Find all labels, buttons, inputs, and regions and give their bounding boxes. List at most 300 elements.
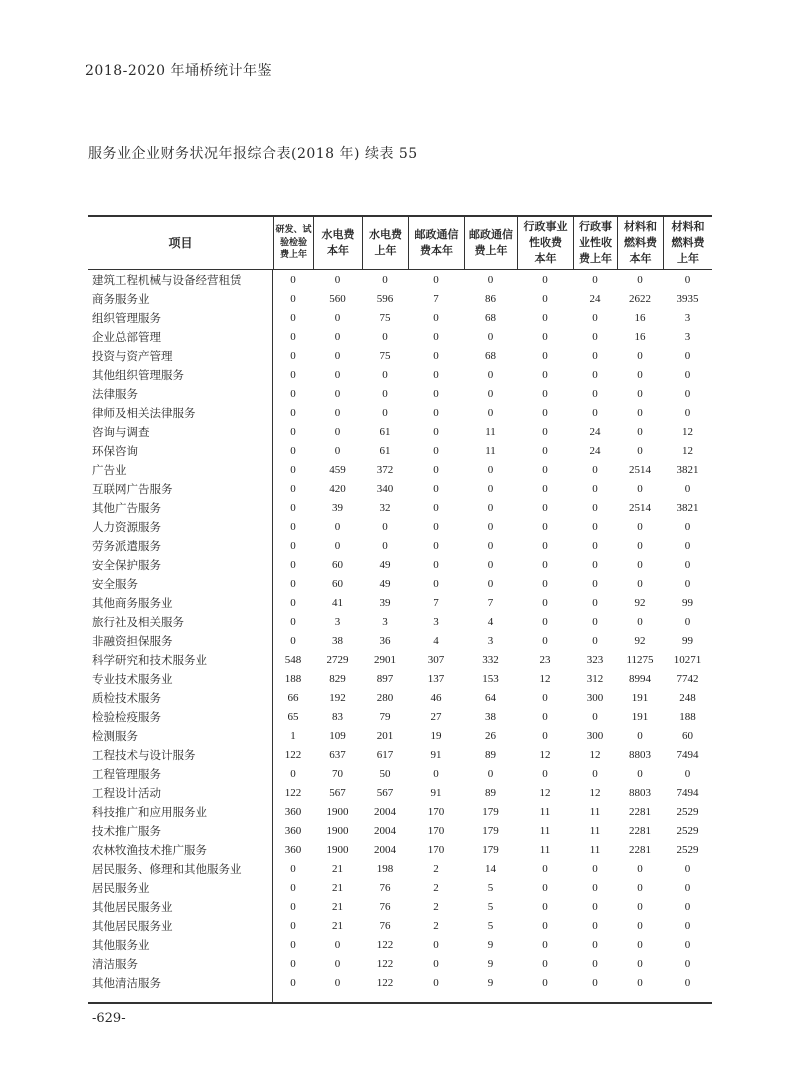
table-row [88, 689, 712, 708]
cell-value: 46 [430, 692, 442, 704]
cell-value: 61 [379, 445, 391, 457]
row-label: 环保咨询 [92, 444, 138, 458]
cell-value: 0 [684, 616, 691, 628]
column-header [313, 217, 362, 269]
cell-value: 0 [592, 502, 598, 514]
cell-value: 0 [684, 388, 691, 400]
cell-value: 0 [542, 692, 548, 704]
cell-value: 0 [542, 730, 548, 742]
cell-value: 122 [284, 787, 302, 799]
cell-value: 5 [487, 920, 494, 932]
cell-value: 2004 [374, 844, 396, 856]
cell-value: 7494 [676, 787, 699, 799]
cell-value: 19 [430, 730, 442, 742]
cell-value: 0 [637, 369, 643, 381]
cell-value: 0 [433, 274, 439, 286]
cell-value: 179 [482, 844, 499, 856]
cell-value: 0 [542, 768, 548, 780]
cell-value: 0 [684, 882, 691, 894]
cell-value: 3 [487, 635, 494, 647]
cell-value: 0 [290, 939, 296, 951]
table-row [88, 366, 712, 385]
cell-value: 0 [433, 502, 439, 514]
cell-value: 0 [290, 274, 296, 286]
cell-value: 0 [592, 711, 598, 723]
cell-value: 76 [379, 920, 391, 932]
cell-value: 0 [433, 426, 439, 438]
cell-value: 4 [433, 635, 439, 647]
cell-value: 0 [433, 521, 439, 533]
cell-value: 0 [542, 597, 548, 609]
cell-value: 0 [592, 939, 598, 951]
cell-value: 0 [637, 426, 643, 438]
cell-value: 323 [586, 654, 604, 666]
column-header-line: 行政事 [579, 220, 612, 233]
cell-value: 2 [433, 863, 439, 875]
cell-value: 0 [637, 559, 643, 571]
cell-value: 38 [485, 711, 496, 723]
cell-value: 0 [487, 331, 494, 343]
cell-value: 86 [485, 293, 496, 305]
cell-value: 21 [332, 863, 343, 875]
cell-value: 0 [487, 369, 494, 381]
cell-value: 122 [376, 977, 394, 989]
cell-value: 170 [427, 806, 445, 818]
table-row [88, 537, 712, 556]
cell-value: 1900 [326, 825, 349, 837]
cell-value: 0 [487, 521, 494, 533]
row-label: 技术推广服务 [92, 824, 161, 838]
row-label: 农林牧渔技术推广服务 [92, 843, 207, 857]
cell-value: 0 [684, 958, 691, 970]
cell-value: 9 [487, 958, 494, 970]
cell-value: 76 [379, 901, 391, 913]
table-row [88, 613, 712, 632]
row-label: 建筑工程机械与设备经营租赁 [92, 273, 242, 287]
cell-value: 0 [334, 445, 341, 457]
cell-value: 0 [592, 578, 598, 590]
cell-value: 192 [329, 692, 346, 704]
statistics-table [88, 215, 712, 1004]
cell-value: 332 [482, 654, 499, 666]
column-header-line: 费上年 [279, 250, 307, 261]
cell-value: 0 [542, 958, 548, 970]
cell-value: 0 [487, 407, 494, 419]
cell-value: 0 [290, 958, 296, 970]
cell-value: 2281 [629, 806, 651, 818]
cell-value: 360 [284, 806, 302, 818]
cell-value: 897 [376, 673, 394, 685]
cell-value: 179 [482, 825, 499, 837]
cell-value: 0 [542, 977, 548, 989]
cell-value: 0 [542, 274, 548, 286]
cell-value: 0 [334, 407, 341, 419]
column-header [663, 217, 712, 269]
cell-value: 0 [684, 407, 691, 419]
table-row [88, 765, 712, 784]
table-row [88, 955, 712, 974]
cell-value: 0 [290, 502, 296, 514]
cell-value: 91 [430, 749, 442, 761]
table-row [88, 480, 712, 499]
cell-value: 10271 [673, 654, 702, 666]
cell-value: 0 [334, 331, 341, 343]
cell-value: 0 [684, 521, 691, 533]
cell-value: 0 [290, 426, 296, 438]
column-header [408, 217, 464, 269]
column-header-line: 行政事业 [523, 220, 568, 233]
cell-value: 122 [284, 749, 302, 761]
column-header-line: 业性收 [579, 236, 612, 249]
cell-value: 188 [679, 711, 696, 723]
column-header-item [88, 217, 273, 269]
column-header-line: 本年 [629, 252, 652, 265]
row-label: 商务服务业 [92, 292, 150, 306]
cell-value: 312 [586, 673, 604, 685]
column-header-line: 邮政通信 [414, 228, 459, 241]
cell-value: 5 [487, 882, 494, 894]
cell-value: 0 [382, 388, 388, 400]
row-label: 非融资担保服务 [92, 634, 173, 648]
column-header-line: 燃料费 [671, 236, 705, 249]
cell-value: 14 [485, 863, 496, 875]
cell-value: 75 [379, 350, 391, 362]
cell-value: 829 [329, 673, 346, 685]
cell-value: 11 [539, 825, 551, 837]
cell-value: 0 [382, 274, 388, 286]
cell-value: 170 [427, 825, 445, 837]
cell-value: 0 [637, 540, 643, 552]
cell-value: 122 [376, 958, 394, 970]
cell-value: 0 [542, 350, 548, 362]
cell-value: 0 [637, 350, 643, 362]
cell-value: 0 [334, 369, 341, 381]
table-row [88, 594, 712, 613]
cell-value: 83 [332, 711, 343, 723]
cell-value: 60 [332, 559, 343, 571]
cell-value: 11 [589, 825, 601, 837]
cell-value: 0 [592, 350, 598, 362]
row-label: 咨询与调查 [92, 425, 150, 439]
row-label: 广告业 [92, 463, 127, 477]
row-label: 检测服务 [92, 729, 138, 743]
cell-value: 66 [287, 692, 299, 704]
cell-value: 64 [485, 692, 496, 704]
cell-value: 12 [539, 787, 551, 799]
cell-value: 0 [592, 958, 598, 970]
cell-value: 0 [592, 369, 598, 381]
cell-value: 0 [542, 901, 548, 913]
page-number: -629- [92, 1011, 126, 1026]
cell-value: 0 [592, 274, 598, 286]
cell-value: 2 [433, 901, 439, 913]
cell-value: 0 [433, 958, 439, 970]
cell-value: 0 [592, 483, 598, 495]
cell-value: 7 [433, 293, 439, 305]
cell-value: 0 [637, 445, 643, 457]
cell-value: 0 [637, 730, 643, 742]
table-row [88, 822, 712, 841]
column-header-line: 本年 [534, 252, 557, 265]
column-header-line: 水电费 [369, 228, 402, 241]
cell-value: 0 [382, 521, 388, 533]
cell-value: 0 [542, 540, 548, 552]
row-label: 旅行社及相关服务 [92, 615, 184, 629]
cell-value: 2004 [374, 806, 396, 818]
cell-value: 11 [539, 844, 551, 856]
cell-value: 32 [379, 502, 391, 514]
cell-value: 0 [684, 369, 691, 381]
cell-value: 0 [290, 312, 296, 324]
cell-value: 0 [637, 616, 643, 628]
cell-value: 7742 [676, 673, 699, 685]
cell-value: 12 [539, 673, 551, 685]
cell-value: 0 [592, 597, 598, 609]
cell-value: 0 [637, 939, 643, 951]
cell-value: 0 [684, 578, 691, 590]
row-label: 工程技术与设计服务 [92, 748, 196, 762]
table-row [88, 860, 712, 879]
table-header [88, 217, 712, 270]
cell-value: 0 [487, 388, 494, 400]
cell-value: 0 [290, 901, 296, 913]
column-header-line: 材料和 [671, 220, 705, 233]
cell-value: 0 [542, 312, 548, 324]
cell-value: 0 [382, 407, 388, 419]
cell-value: 0 [290, 597, 296, 609]
cell-value: 0 [542, 711, 548, 723]
cell-value: 0 [637, 388, 643, 400]
row-label: 律师及相关法律服务 [92, 406, 196, 420]
cell-value: 0 [542, 616, 548, 628]
table-bottom-rule [88, 1002, 712, 1004]
cell-value: 0 [542, 464, 548, 476]
cell-value: 0 [290, 350, 296, 362]
cell-value: 2004 [374, 825, 396, 837]
cell-value: 23 [539, 654, 551, 666]
table-row [88, 518, 712, 537]
cell-value: 0 [433, 483, 439, 495]
cell-value: 21 [332, 882, 343, 894]
cell-value: 24 [589, 445, 601, 457]
cell-value: 99 [682, 597, 693, 609]
cell-value: 2 [433, 882, 439, 894]
table-row [88, 309, 712, 328]
row-label: 安全服务 [92, 577, 138, 591]
cell-value: 0 [592, 407, 598, 419]
table-row [88, 898, 712, 917]
row-label: 清洁服务 [92, 957, 138, 971]
cell-value: 12 [589, 749, 601, 761]
table-row [88, 290, 712, 309]
column-header [573, 217, 617, 269]
row-label: 工程设计活动 [92, 786, 161, 800]
column-header-line: 费本年 [420, 244, 453, 257]
cell-value: 0 [542, 920, 548, 932]
table-row [88, 727, 712, 746]
table-row [88, 746, 712, 765]
cell-value: 1900 [326, 806, 349, 818]
cell-value: 0 [542, 635, 548, 647]
cell-value: 0 [542, 502, 548, 514]
cell-value: 0 [542, 445, 548, 457]
cell-value: 8803 [629, 787, 651, 799]
cell-value: 0 [433, 464, 439, 476]
table-row [88, 461, 712, 480]
column-header-line: 燃料费 [624, 236, 657, 249]
cell-value: 3821 [676, 502, 699, 514]
cell-value: 3935 [676, 293, 699, 305]
cell-value: 0 [290, 882, 296, 894]
cell-value: 0 [637, 578, 643, 590]
cell-value: 0 [433, 331, 439, 343]
cell-value: 0 [334, 312, 341, 324]
row-label: 科学研究和技术服务业 [92, 653, 207, 667]
column-header-line: 项目 [168, 236, 193, 250]
row-label: 其他居民服务业 [92, 900, 173, 914]
cell-value: 0 [334, 274, 341, 286]
cell-value: 7 [487, 597, 494, 609]
cell-value: 0 [592, 521, 598, 533]
row-label: 互联网广告服务 [92, 482, 173, 496]
cell-value: 0 [433, 559, 439, 571]
column-header [362, 217, 408, 269]
column-header-line: 本年 [327, 244, 349, 257]
column-header-line: 费上年 [474, 244, 508, 257]
cell-value: 0 [637, 483, 643, 495]
cell-value: 0 [684, 920, 691, 932]
cell-value: 0 [290, 540, 296, 552]
row-label: 检验检疫服务 [92, 710, 161, 724]
cell-value: 50 [379, 768, 391, 780]
cell-value: 0 [542, 882, 548, 894]
cell-value: 0 [290, 559, 296, 571]
cell-value: 300 [586, 730, 604, 742]
cell-value: 36 [379, 635, 391, 647]
cell-value: 0 [592, 540, 598, 552]
cell-value: 0 [684, 977, 691, 989]
cell-value: 0 [542, 293, 548, 305]
table-body [88, 270, 712, 1002]
cell-value: 0 [542, 407, 548, 419]
table-row [88, 556, 712, 575]
cell-value: 0 [487, 559, 494, 571]
cell-value: 0 [433, 445, 439, 457]
column-header-line: 材料和 [624, 220, 657, 233]
table-row [88, 651, 712, 670]
cell-value: 0 [382, 369, 388, 381]
cell-value: 170 [427, 844, 445, 856]
cell-value: 459 [329, 464, 346, 476]
cell-value: 3 [684, 312, 691, 324]
cell-value: 0 [487, 502, 494, 514]
table-row [88, 974, 712, 993]
row-label: 专业技术服务业 [92, 672, 173, 686]
cell-value: 2529 [676, 806, 699, 818]
cell-value: 0 [542, 939, 548, 951]
cell-value: 60 [332, 578, 343, 590]
cell-value: 0 [290, 578, 296, 590]
cell-value: 0 [684, 901, 691, 913]
cell-value: 0 [592, 920, 598, 932]
cell-value: 0 [487, 464, 494, 476]
cell-value: 99 [682, 635, 693, 647]
cell-value: 0 [637, 407, 643, 419]
cell-value: 567 [376, 787, 394, 799]
row-label: 安全保护服务 [92, 558, 161, 572]
cell-value: 2514 [629, 502, 651, 514]
table-row [88, 499, 712, 518]
cell-value: 24 [589, 293, 601, 305]
column-header-line: 研发、试 [275, 225, 312, 236]
row-label: 科技推广和应用服务业 [92, 805, 207, 819]
cell-value: 0 [290, 388, 296, 400]
cell-value: 109 [329, 730, 346, 742]
cell-value: 92 [634, 597, 646, 609]
cell-value: 12 [589, 787, 601, 799]
cell-value: 0 [637, 882, 643, 894]
cell-value: 0 [433, 768, 439, 780]
cell-value: 11 [485, 426, 496, 438]
column-header-line: 验检验 [279, 237, 307, 248]
cell-value: 24 [589, 426, 601, 438]
cell-value: 567 [329, 787, 346, 799]
table-row [88, 575, 712, 594]
cell-value: 0 [542, 483, 548, 495]
column-header-line: 水电费 [321, 228, 355, 241]
cell-value: 0 [592, 331, 598, 343]
cell-value: 12 [539, 749, 551, 761]
cell-value: 0 [542, 578, 548, 590]
cell-value: 0 [637, 768, 643, 780]
cell-value: 70 [332, 768, 343, 780]
table-row [88, 423, 712, 442]
cell-value: 0 [433, 939, 439, 951]
cell-value: 0 [637, 863, 643, 875]
cell-value: 60 [682, 730, 693, 742]
row-label: 劳务派遣服务 [92, 539, 161, 553]
cell-value: 0 [487, 578, 494, 590]
cell-value: 0 [684, 274, 691, 286]
cell-value: 596 [376, 293, 394, 305]
cell-value: 340 [376, 483, 394, 495]
cell-value: 0 [290, 293, 296, 305]
cell-value: 300 [586, 692, 604, 704]
cell-value: 21 [332, 901, 343, 913]
cell-value: 11 [589, 844, 601, 856]
cell-value: 0 [290, 407, 296, 419]
row-label: 企业总部管理 [92, 330, 161, 344]
cell-value: 637 [329, 749, 346, 761]
cell-value: 5 [487, 901, 494, 913]
row-label: 其他居民服务业 [92, 919, 173, 933]
table-row [88, 936, 712, 955]
cell-value: 12 [682, 445, 693, 457]
row-label: 人力资源服务 [92, 520, 161, 534]
cell-value: 0 [542, 426, 548, 438]
cell-value: 0 [290, 863, 296, 875]
cell-value: 1900 [326, 844, 349, 856]
cell-value: 3 [382, 616, 388, 628]
cell-value: 7 [433, 597, 439, 609]
cell-value: 2529 [676, 844, 699, 856]
cell-value: 420 [329, 483, 346, 495]
cell-value: 21 [332, 920, 343, 932]
table-row [88, 442, 712, 461]
column-header-line: 费上年 [579, 252, 612, 265]
cell-value: 0 [433, 312, 439, 324]
row-label: 工程管理服务 [92, 767, 161, 781]
